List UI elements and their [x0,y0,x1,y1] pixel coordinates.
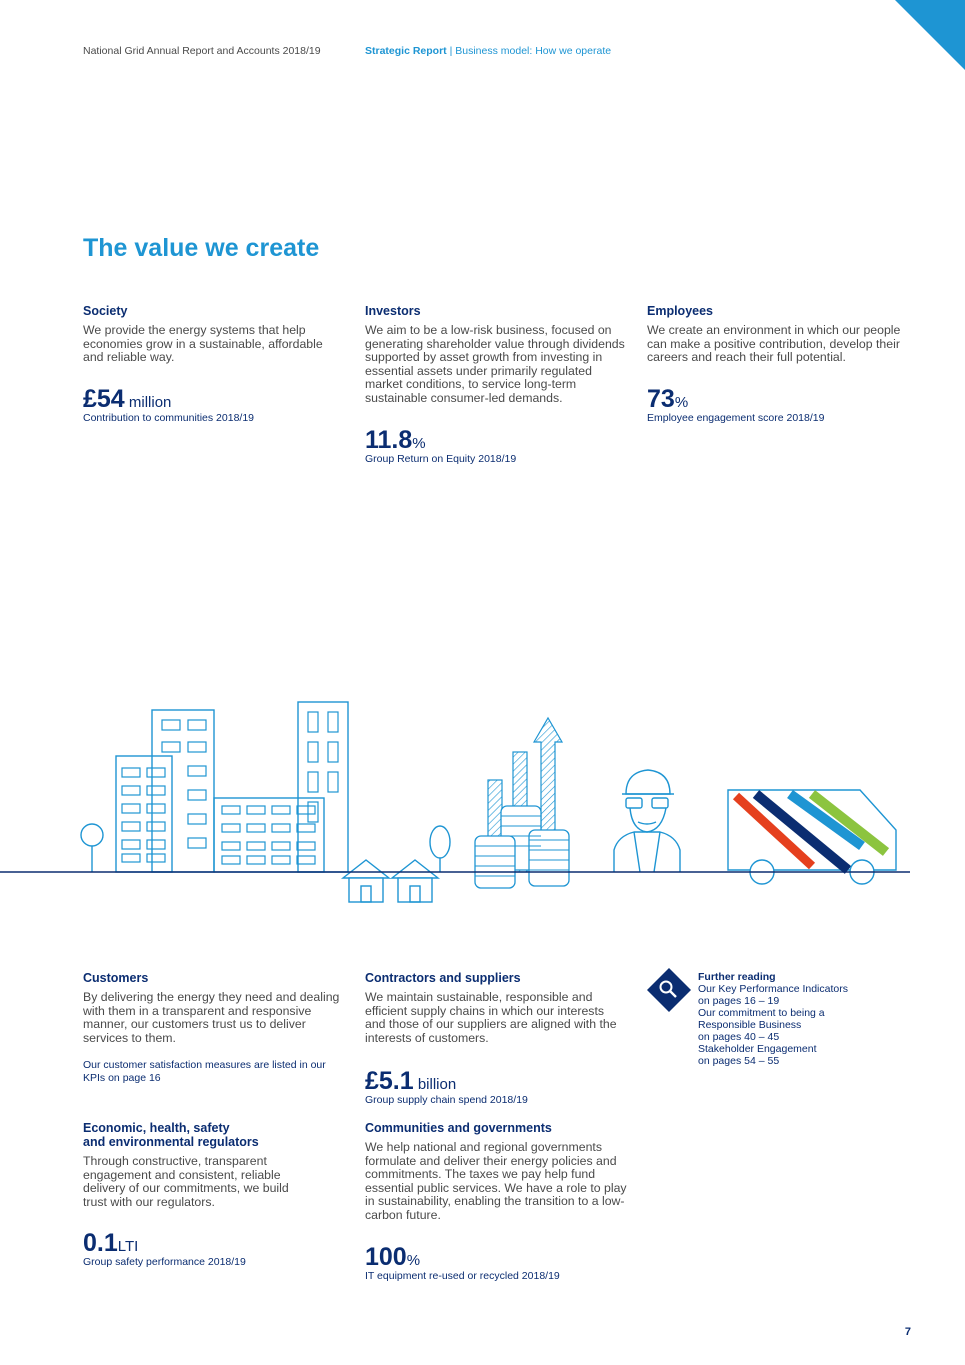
section-name: Strategic Report [365,45,447,57]
investors-block [365,304,627,466]
customers-block [83,971,345,1085]
further-reading-line[interactable]: on pages 40 – 45 [698,1031,780,1043]
society-heading: Society [83,304,128,318]
further-reading-line[interactable]: Our commitment to being a [698,1007,825,1019]
investors-body: We aim to be a low-risk business, focused on generating shareholder value through dividends supported by asset growth from investing in essential assets under primarily regulated market conditions, to service long-term sustainable consumer-led demands. [365,323,625,405]
communities-value: 100 [365,1242,407,1271]
contractors-body: We maintain sustainable, responsible and efficient supply chains in which our interests and those of our suppliers are aligned with the interests of customers. [365,990,617,1045]
value-illustration [0,690,965,940]
society-value: £54 [83,384,125,413]
society-block [83,304,345,425]
regulators-heading-line2: and environmental regulators [83,1135,259,1149]
regulators-heading [83,1121,345,1149]
section-separator: | [446,45,456,57]
regulators-heading-line1: Economic, health, safety [83,1121,230,1135]
corner-triangle-decoration [895,0,965,70]
communities-metric [365,1242,627,1271]
contractors-block [365,971,627,1107]
society-unit: million [124,393,172,411]
society-metric [83,384,345,413]
contractors-caption: Group supply chain spend 2018/19 [365,1094,528,1107]
further-reading-line[interactable]: Responsible Business [698,1019,802,1031]
regulators-value: 0.1 [83,1229,118,1258]
employees-body: We create an environment in which our people can make a positive contribution, develop their careers and reach their full potential. [647,323,901,365]
regulators-body: Through constructive, transparent engagement and consistent, reliable delivery of our commitments, we build trust with our regulators. [83,1154,289,1209]
employees-block [647,304,909,425]
employees-unit: % [674,393,689,411]
employees-value: 73 [647,384,675,413]
investors-caption: Group Return on Equity 2018/19 [365,452,517,465]
regulators-unit: LTI [117,1238,139,1256]
investors-metric [365,425,627,454]
further-reading-line[interactable]: on pages 54 – 55 [698,1055,780,1067]
communities-body: We help national and regional governments formulate and deliver their energy policies and commitments. The taxes we pay help fund essential public services. We have a role to play in sustainability, enabling the transition to a low-carbon future. [365,1140,627,1222]
society-body: We provide the energy systems that help economies grow in a sustainable, affordable and reliable way. [83,323,323,365]
investors-heading: Investors [365,304,421,318]
communities-caption: IT equipment re-used or recycled 2018/19 [365,1269,560,1282]
further-reading-line[interactable]: Stakeholder Engagement [698,1043,817,1055]
further-reading-heading: Further reading [698,971,776,983]
employees-caption: Employee engagement score 2018/19 [647,411,825,424]
communities-block [365,1121,627,1283]
customers-body: By delivering the energy they need and dealing with them in a transparent and responsive manner, our customers trust us to deliver services to them. [83,990,340,1045]
further-reading-line[interactable]: on pages 16 – 19 [698,995,780,1007]
running-header-title: National Grid Annual Report and Accounts 2018/19 [83,45,321,57]
investors-value: 11.8 [365,425,413,454]
customers-kpi-link[interactable]: Our customer satisfaction measures are listed in our KPIs on page 16 [83,1059,326,1085]
employees-metric [647,384,909,413]
communities-unit: % [406,1251,421,1269]
running-header-section [365,45,611,57]
regulators-metric [83,1231,345,1256]
page-title: The value we create [83,234,320,262]
regulators-caption: Group safety performance 2018/19 [83,1256,246,1269]
contractors-heading: Contractors and suppliers [365,971,521,985]
society-caption: Contribution to communities 2018/19 [83,411,255,424]
further-reading-line[interactable]: Our Key Performance Indicators [698,983,848,995]
regulators-block [83,1121,345,1269]
page-number: 7 [904,1326,911,1338]
employees-heading: Employees [647,304,714,318]
contractors-value: £5.1 [365,1067,414,1096]
customers-heading: Customers [83,971,149,985]
contractors-unit: billion [413,1076,457,1094]
further-reading [698,971,898,1067]
magnifier-icon [647,968,691,1012]
contractors-metric [365,1069,627,1094]
communities-heading: Communities and governments [365,1121,552,1135]
investors-unit: % [412,434,426,452]
subsection-name: Business model: How we operate [455,45,612,57]
